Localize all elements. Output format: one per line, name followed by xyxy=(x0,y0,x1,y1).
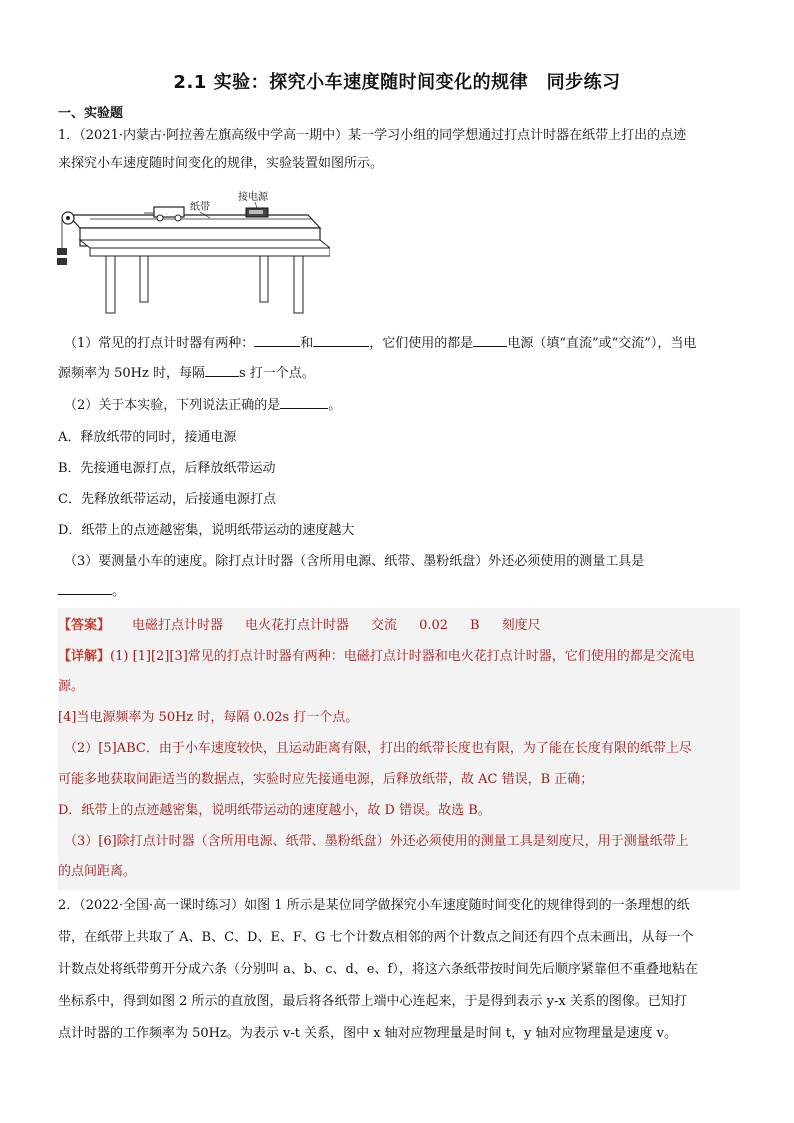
track-top xyxy=(68,215,320,228)
answer-blank[interactable] xyxy=(254,332,300,347)
apparatus-figure xyxy=(50,188,330,318)
q1-sub1-line2: 源频率为 50Hz 时，每隔 s 打一个点。 xyxy=(58,360,738,388)
page-title: 2.1 实验：探究小车速度随时间变化的规律 同步练习 xyxy=(173,72,621,93)
label-power: 接电源 xyxy=(238,192,268,203)
table-leg xyxy=(260,256,268,302)
table-top xyxy=(80,240,330,248)
q2-line4: 坐标系中，得到如图 2 所示的直放图，最后将各纸带上端中心连起来，于是得到表示 y-x 关系的图像。已知打 xyxy=(58,994,687,1009)
q2-line5: 点计时器的工作频率为 50Hz。为表示 v-t 关系，图中 x 轴对应物理量是时间 t，y 轴对应物理量是速度 v。 xyxy=(58,1026,677,1041)
detail-line5: 可能多地获取间距适当的数据点，实验时应先接通电源，后释放纸带，故 AC 错误，B 正确； xyxy=(58,772,594,787)
option-a: A．释放纸带的同时，接通电源 xyxy=(58,430,237,445)
table-edge xyxy=(90,248,330,256)
label-tape: 纸带 xyxy=(190,202,210,213)
hanging-weight xyxy=(57,258,67,265)
q2-line2: 带，在纸带上共取了 A、B、C、D、E、F、G 七个计数点相邻的两个计数点之间还有四个点未画出，从每一个 xyxy=(58,930,694,945)
detail-line4: （2）[5]ABC．由于小车速度较快，且运动距离有限，打出的纸带长度也有限，为了能在长度有限的纸带上尽 xyxy=(64,741,692,756)
table-leg xyxy=(140,256,148,302)
q1-stem-line1: 1．（2021·内蒙古·阿拉善左旗高级中学高一期中）某一学习小组的同学想通过打点计时器在纸带上打出的点迹 xyxy=(58,128,687,143)
q1-sub1-line1: （1）常见的打点计时器有两种： 和 ，它们使用的都是 电源（填“直流”或“交流”），当电 xyxy=(64,330,744,358)
q1-sub3-line2: 。 xyxy=(58,578,738,606)
answer-blank[interactable] xyxy=(473,332,507,347)
detail-line8: 的点间距离。 xyxy=(58,864,137,879)
answer-blank[interactable] xyxy=(58,580,112,595)
q2-line1: 2．（2022·全国·高一课时练习）如图 1 所示是某位同学做探究小车速度随时间变化的规律得到的一条理想的纸 xyxy=(58,898,690,913)
detail-line7: （3）[6]除打点计时器（含所用电源、纸带、墨粉纸盘）外还必须使用的测量工具是刻度尺，用于测量纸带上 xyxy=(64,834,689,849)
q1-stem-line2: 来探究小车速度随时间变化的规律，实验装置如图所示。 xyxy=(58,156,384,171)
detail-line2: 源。 xyxy=(58,679,85,694)
detail-line1: 【详解】(1) [1][2][3]常见的打点计时器有两种：电磁打点计时器和电火花打点计时器，它们使用的都是交流电 xyxy=(58,649,695,664)
hanging-weight xyxy=(57,248,67,255)
answer-blank[interactable] xyxy=(313,332,369,347)
q1-sub2: （2）关于本实验，下列说法正确的是 。 xyxy=(64,392,744,420)
section-heading: 一、实验题 xyxy=(58,106,124,121)
table-leg xyxy=(294,256,303,313)
q2-line3: 计数点处将纸带剪开分成六条（分别叫 a、b、c、d、e、f），将这六条纸带按时间先后顺序紧靠但不重叠地粘在 xyxy=(58,962,698,977)
option-c: C．先释放纸带运动，后接通电源打点 xyxy=(58,492,276,507)
answer-line: 【答案】 电磁打点计时器 电火花打点计时器 交流 0.02 B 刻度尺 xyxy=(58,618,541,633)
q1-sub3: （3）要测量小车的速度。除打点计时器（含所用电源、纸带、墨粉纸盘）外还必须使用的测量工具是 xyxy=(64,554,645,569)
option-d: D．纸带上的点迹越密集，说明纸带运动的速度越大 xyxy=(58,523,355,538)
table-leg xyxy=(106,256,115,313)
option-b: B．先接通电源打点，后释放纸带运动 xyxy=(58,461,276,476)
detail-line3: [4]当电源频率为 50Hz 时，每隔 0.02s 打一个点。 xyxy=(58,710,359,725)
detail-line6: D．纸带上的点迹越密集，说明纸带运动的速度越小，故 D 错误。故选 B。 xyxy=(58,803,491,818)
answer-blank[interactable] xyxy=(205,362,239,377)
answer-blank[interactable] xyxy=(280,394,328,409)
